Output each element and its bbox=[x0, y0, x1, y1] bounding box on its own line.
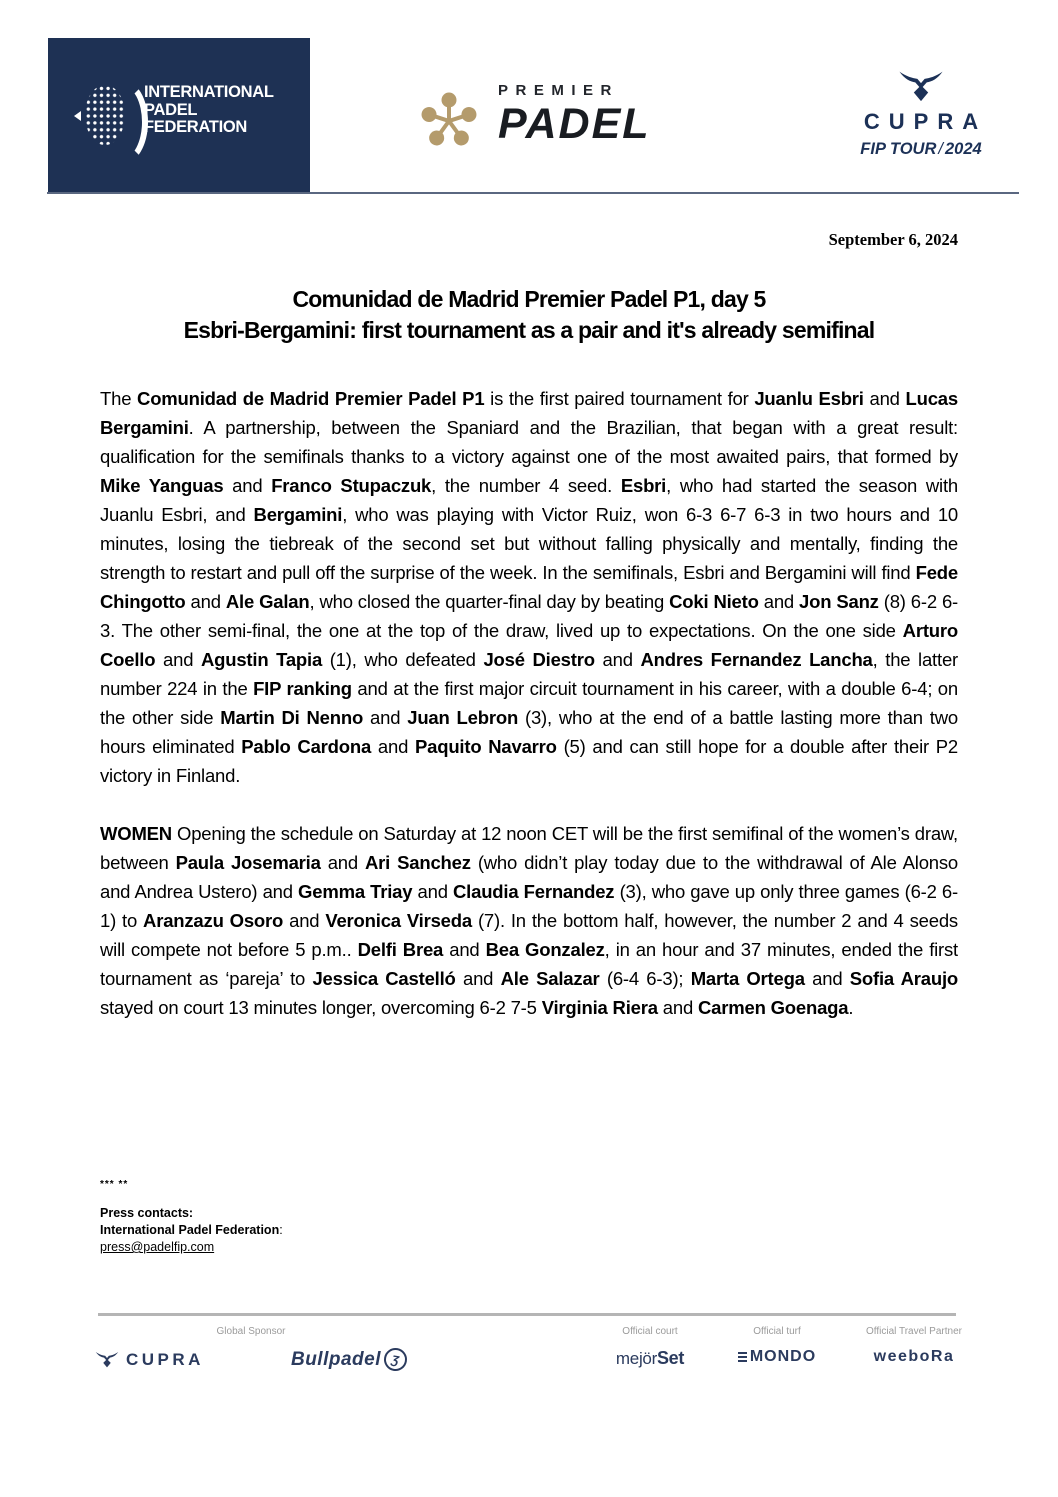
separator-stars: *** ** bbox=[100, 1179, 129, 1190]
premier-padel-logo bbox=[418, 80, 748, 172]
cupra-bull-icon bbox=[95, 1351, 119, 1368]
premier-padel-flower-icon bbox=[418, 90, 480, 152]
ipf-arrow-icon bbox=[74, 111, 81, 121]
footer-divider bbox=[98, 1313, 956, 1316]
fip-tour-year bbox=[836, 140, 1006, 159]
press-email-link[interactable]: press@padelfip.com bbox=[100, 1240, 215, 1254]
sponsor-label: Global Sponsor bbox=[216, 1326, 286, 1337]
ipf-arc-icon bbox=[98, 80, 148, 164]
mejorset-logo bbox=[597, 1348, 703, 1369]
ipf-logo-block bbox=[48, 38, 310, 192]
bullpadel-badge-icon: Ʒ bbox=[382, 1346, 409, 1373]
cupra-wordmark: CUPRA bbox=[863, 109, 988, 134]
cupra-footer-wordmark: CUPRA bbox=[126, 1349, 204, 1369]
header-divider bbox=[47, 192, 1019, 194]
article-title-line: Comunidad de Madrid Premier Padel P1, day 5 bbox=[292, 286, 766, 312]
ipf-logo-text-line: INTERNATIONAL bbox=[144, 83, 274, 101]
premier-padel-wordmark bbox=[498, 82, 651, 146]
sponsor-group-global bbox=[95, 1326, 407, 1371]
fip-tour-year-text: 2024 bbox=[944, 140, 982, 158]
article-paragraph-men: The Comunidad de Madrid Premier Padel P1 is the first paired tournament for Juanlu Esbri and Lucas Bergamini. A partnership, between the Spaniard and the Brazilian, that began with a great result: qualification for the semifinals thanks to a victory against one of the most awaited pairs, that formed by Mike Yanguas and Franco Stupaczuk, the number 4 seed. Esbri, who had started the season with Juanlu Esbri, and Bergamini, who was playing with Victor Ruiz, won 6-3 6-7 6-3 in two hours and 10 minutes, losing the tiebreak of the second set but without falling physically and mentally, finding the strength to restart and pull off the surprise of the week. In the semifinals, Esbri and Bergamini will find Fede Chingotto and Ale Galan, who closed the quarter-final day by beating Coki Nieto and Jon Sanz (8) 6-2 6-3. The other semi-final, the one at the top of the draw, lived up to expectations. On the one side Arturo Coello and Agustin Tapia (1), who defeated José Diestro and Andres Fernandez Lancha, the latter number 224 in the FIP ranking and at the first major circuit tournament in his career, with a double 6-4; on the other side Martin Di Nenno and Juan Lebron (3), who at the end of a battle lasting more than two hours eliminated Pablo Cardona and Paquito Navarro (5) and can still hope for a double after their P2 victory in Finland. bbox=[100, 388, 959, 786]
cupra-footer-logo bbox=[95, 1350, 204, 1370]
ipf-logo-text-line: PADEL bbox=[144, 100, 198, 119]
press-organization: International Padel Federation: bbox=[100, 1223, 283, 1237]
document-date: September 6, 2024 bbox=[828, 230, 958, 249]
sponsor-group-official-turf bbox=[724, 1326, 830, 1368]
sponsor-label: Official Travel Partner bbox=[866, 1326, 962, 1337]
mondo-logo bbox=[738, 1348, 816, 1366]
bullpadel-logo bbox=[291, 1348, 407, 1371]
article-title bbox=[0, 284, 1058, 346]
press-contacts-label: Press contacts: bbox=[100, 1206, 194, 1220]
sponsor-group-travel-partner bbox=[848, 1326, 980, 1366]
article-paragraph-women: WOMEN Opening the schedule on Saturday at 12 noon CET will be the first semifinal of the women’s draw, between Paula Josemaria and Ari Sanchez (who didn’t play today due to the withdrawal of Ale Alonso and Andrea Ustero) and Gemma Triay and Claudia Fernandez (3), who gave up only three games (6-2 6-1) to Aranzazu Osoro and Veronica Virseda (7). In the bottom half, however, the number 2 and 4 seeds will compete not before 5 p.m.. Delfi Brea and Bea Gonzalez, in an hour and 37 minutes, ended the first tournament as ‘pareja’ to Jessica Castelló and Ale Salazar (6-4 6-3); Marta Ortega and Sofia Araujo stayed on court 13 minutes longer, overcoming 6-2 7-5 Virginia Riera and Carmen Goenaga. bbox=[100, 823, 959, 1018]
fip-tour-text: FIP TOUR bbox=[860, 140, 937, 158]
sponsor-group-official-court bbox=[597, 1326, 703, 1369]
ipf-logo-text bbox=[144, 84, 274, 137]
cupra-bull-icon bbox=[898, 70, 944, 102]
weebora-wordmark: weeboRa bbox=[873, 1348, 955, 1365]
article-title-line: Esbri-Bergamini: first tournament as a pair and it's already semifinal bbox=[183, 317, 875, 343]
sponsor-label: Official turf bbox=[753, 1326, 801, 1337]
mondo-stripes-icon bbox=[738, 1352, 747, 1363]
cupra-fip-tour-logo bbox=[836, 70, 1006, 159]
press-contacts-block bbox=[100, 1176, 283, 1256]
ipf-logo-text-line: FEDERATION bbox=[144, 118, 248, 136]
fip-tour-separator: / bbox=[938, 140, 943, 158]
premier-wordmark: PREMIER bbox=[498, 82, 619, 99]
mejorset-wordmark-bold: Set bbox=[656, 1348, 685, 1368]
global-sponsor-logos bbox=[95, 1348, 407, 1371]
weebora-logo bbox=[848, 1348, 980, 1366]
padel-wordmark: PADEL bbox=[498, 100, 651, 148]
ipf-logo-icon bbox=[74, 80, 144, 154]
mondo-wordmark: MONDO bbox=[749, 1348, 817, 1365]
mejorset-wordmark-regular: mejör bbox=[615, 1349, 657, 1368]
article-body bbox=[100, 384, 958, 1051]
sponsor-label: Official court bbox=[622, 1326, 678, 1337]
bullpadel-wordmark: Bullpadel bbox=[290, 1348, 381, 1370]
